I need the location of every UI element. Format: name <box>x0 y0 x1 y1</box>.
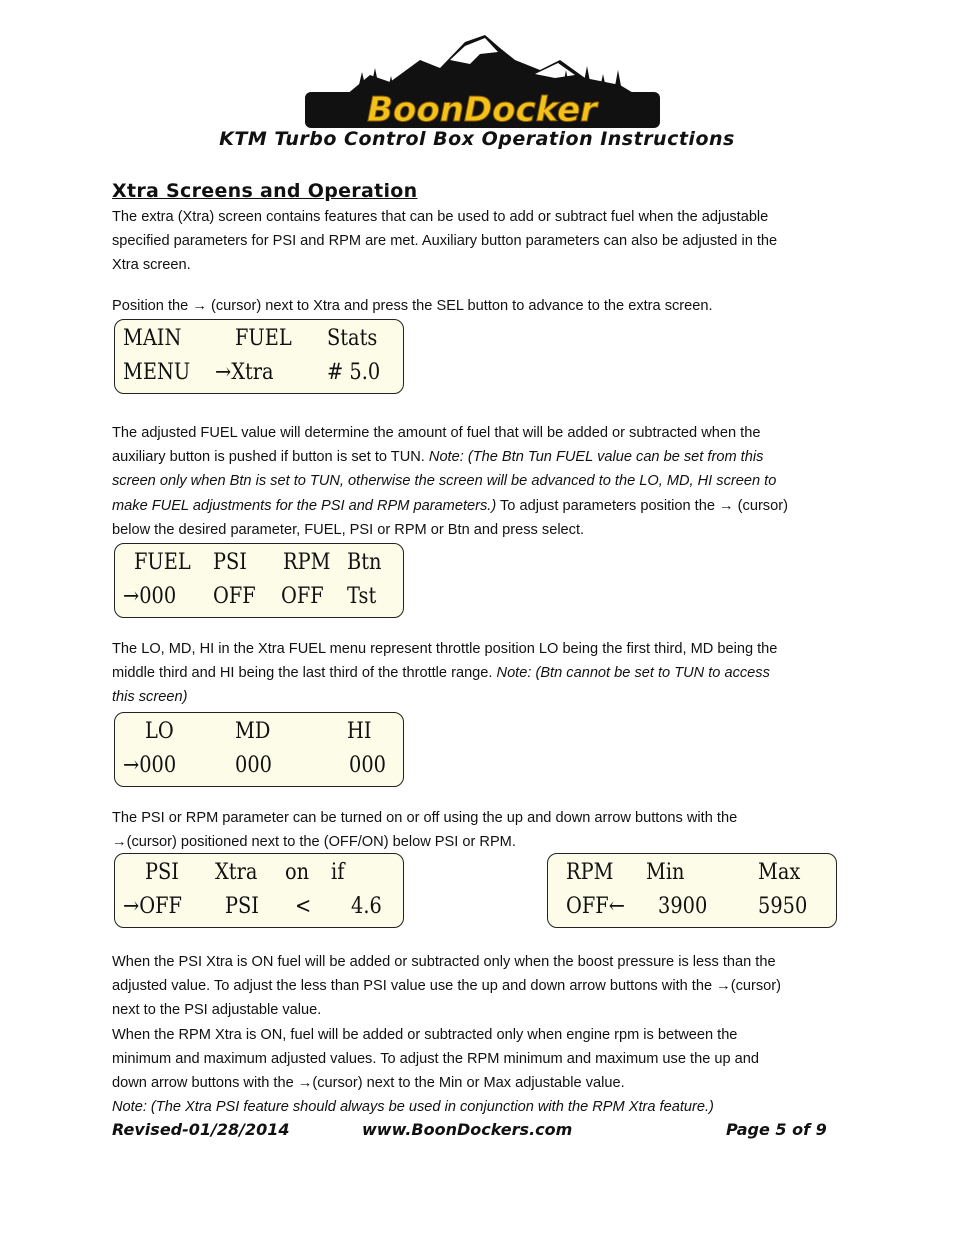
lcd-text: 3900 <box>658 894 708 919</box>
document-title: KTM Turbo Control Box Operation Instructions <box>219 128 735 150</box>
lcd-text: →000 <box>123 584 177 609</box>
closing-line: When the RPM Xtra is ON, fuel will be added or subtracted only when engine rpm is between the <box>112 1026 738 1043</box>
lomdhi-line <box>112 685 842 709</box>
section-heading: Xtra Screens and Operation <box>112 180 418 202</box>
lcd-text: on <box>285 860 310 885</box>
footer-page-number: Page 5 of 9 <box>726 1120 827 1139</box>
lcd-text: →OFF <box>123 894 182 919</box>
boondocker-logo <box>300 30 665 130</box>
footer-revised: Revised-01/28/2014 <box>112 1120 290 1139</box>
lcd-main-menu <box>114 319 404 394</box>
lcd-text: OFF← <box>566 894 625 919</box>
lcd-text: MD <box>235 719 271 744</box>
lomdhi-paragraph <box>112 637 842 710</box>
lcd-text: PSI <box>145 860 179 885</box>
lcd-text: < <box>295 894 312 919</box>
position-instruction: Position the → (cursor) next to Xtra and press the SEL button to advance to the extra screen. <box>112 298 713 314</box>
closing-line: adjusted value. To adjust the less than PSI value use the up and down arrow buttons with the →(cursor) <box>112 978 781 995</box>
lcd-text: MENU <box>123 360 191 385</box>
fuel-text: auxiliary button is pushed if button is set to TUN. <box>112 449 429 466</box>
lcd-text: OFF <box>213 584 256 609</box>
lcd-text: PSI <box>213 550 247 575</box>
lcd-text: PSI <box>225 894 259 919</box>
lcd-text: LO <box>145 719 174 744</box>
closing-line: down arrow buttons with the →(cursor) next to the Min or Max adjustable value. <box>112 1075 625 1092</box>
intro-line: The extra (Xtra) screen contains features that can be used to add or subtract fuel when the adjustable <box>112 209 769 225</box>
lcd-text: 000 <box>235 753 272 778</box>
lcd-text: FUEL <box>134 550 191 575</box>
fuel-note: Note: (The Btn Tun FUEL value can be set from this <box>428 449 764 466</box>
psi-rpm-line: The PSI or RPM parameter can be turned on or off using the up and down arrow buttons with the <box>112 810 738 826</box>
footer-website[interactable]: www.BoonDockers.com <box>362 1120 573 1139</box>
lcd-lo-md-hi-screen <box>114 712 404 787</box>
lcd-text: Min <box>646 860 685 885</box>
psi-rpm-line: →(cursor) positioned next to the (OFF/ON) below PSI or RPM. <box>112 834 516 851</box>
logo-wordmark: BoonDocker <box>367 90 597 130</box>
fuel-note: screen only when Btn is set to TUN, otherwise the screen will be advanced to the LO, MD, HI screen to <box>112 473 777 490</box>
fuel-text: To adjust parameters position the → (cursor) <box>496 497 788 514</box>
lcd-text: Btn <box>347 550 382 575</box>
lcd-text: RPM <box>566 860 614 885</box>
fuel-note: make FUEL adjustments for the PSI and RPM parameters.) <box>112 497 497 514</box>
lomdhi-note: this screen) <box>112 689 188 706</box>
lcd-text: 5950 <box>758 894 808 919</box>
fuel-line <box>112 494 842 518</box>
intro-line: specified parameters for PSI and RPM are met. Auxiliary button parameters can also be adjusted in the <box>112 233 778 250</box>
lcd-text: Xtra <box>215 860 258 885</box>
lcd-text: Stats <box>327 326 378 351</box>
closing-line: next to the PSI adjustable value. <box>112 1002 322 1019</box>
lcd-text: →000 <box>123 753 177 778</box>
lcd-text: 4.6 <box>351 894 382 919</box>
closing-note-text: Note: (The Xtra PSI feature should always be used in conjunction with the RPM Xtra feature.) <box>112 1099 714 1116</box>
intro-line: Xtra screen. <box>112 257 191 274</box>
closing-paragraph <box>112 950 842 1119</box>
closing-line: minimum and maximum adjusted values. To adjust the RPM minimum and maximum use the up and <box>112 1050 759 1067</box>
lcd-text: Tst <box>347 584 377 609</box>
intro-paragraph <box>112 205 842 278</box>
mountain-logo-icon <box>300 30 665 130</box>
lcd-text: 000 <box>349 753 386 778</box>
psi-rpm-paragraph <box>112 806 842 854</box>
lcd-text: RPM <box>283 550 331 575</box>
lcd-text: →Xtra <box>215 360 274 385</box>
lcd-text: MAIN <box>123 326 182 351</box>
fuel-paragraph <box>112 421 842 542</box>
fuel-line: The adjusted FUEL value will determine the amount of fuel that will be added or subtracted when the <box>112 425 761 441</box>
lomdhi-line: The LO, MD, HI in the Xtra FUEL menu represent throttle position LO being the first third, MD being the <box>112 641 778 657</box>
fuel-line <box>112 445 842 469</box>
lcd-text: Max <box>758 860 801 885</box>
lcd-psi-screen <box>114 853 404 928</box>
lcd-text: if <box>331 860 345 885</box>
lcd-text: HI <box>347 719 372 744</box>
lomdhi-note: Note: (Btn cannot be set to TUN to access <box>496 665 770 682</box>
lcd-text: # 5.0 <box>327 360 381 385</box>
closing-line: When the PSI Xtra is ON fuel will be added or subtracted only when the boost pressure is less than the <box>112 954 776 970</box>
fuel-line: below the desired parameter, FUEL, PSI or RPM or Btn and press select. <box>112 521 585 538</box>
lomdhi-text: middle third and HI being the last third of the throttle range. <box>112 665 497 682</box>
closing-note <box>112 1095 842 1119</box>
lomdhi-line <box>112 661 842 685</box>
fuel-line <box>112 469 842 493</box>
lcd-text: OFF <box>281 584 324 609</box>
lcd-text: FUEL <box>235 326 292 351</box>
lcd-fuel-screen <box>114 543 404 618</box>
lcd-rpm-screen <box>547 853 837 928</box>
